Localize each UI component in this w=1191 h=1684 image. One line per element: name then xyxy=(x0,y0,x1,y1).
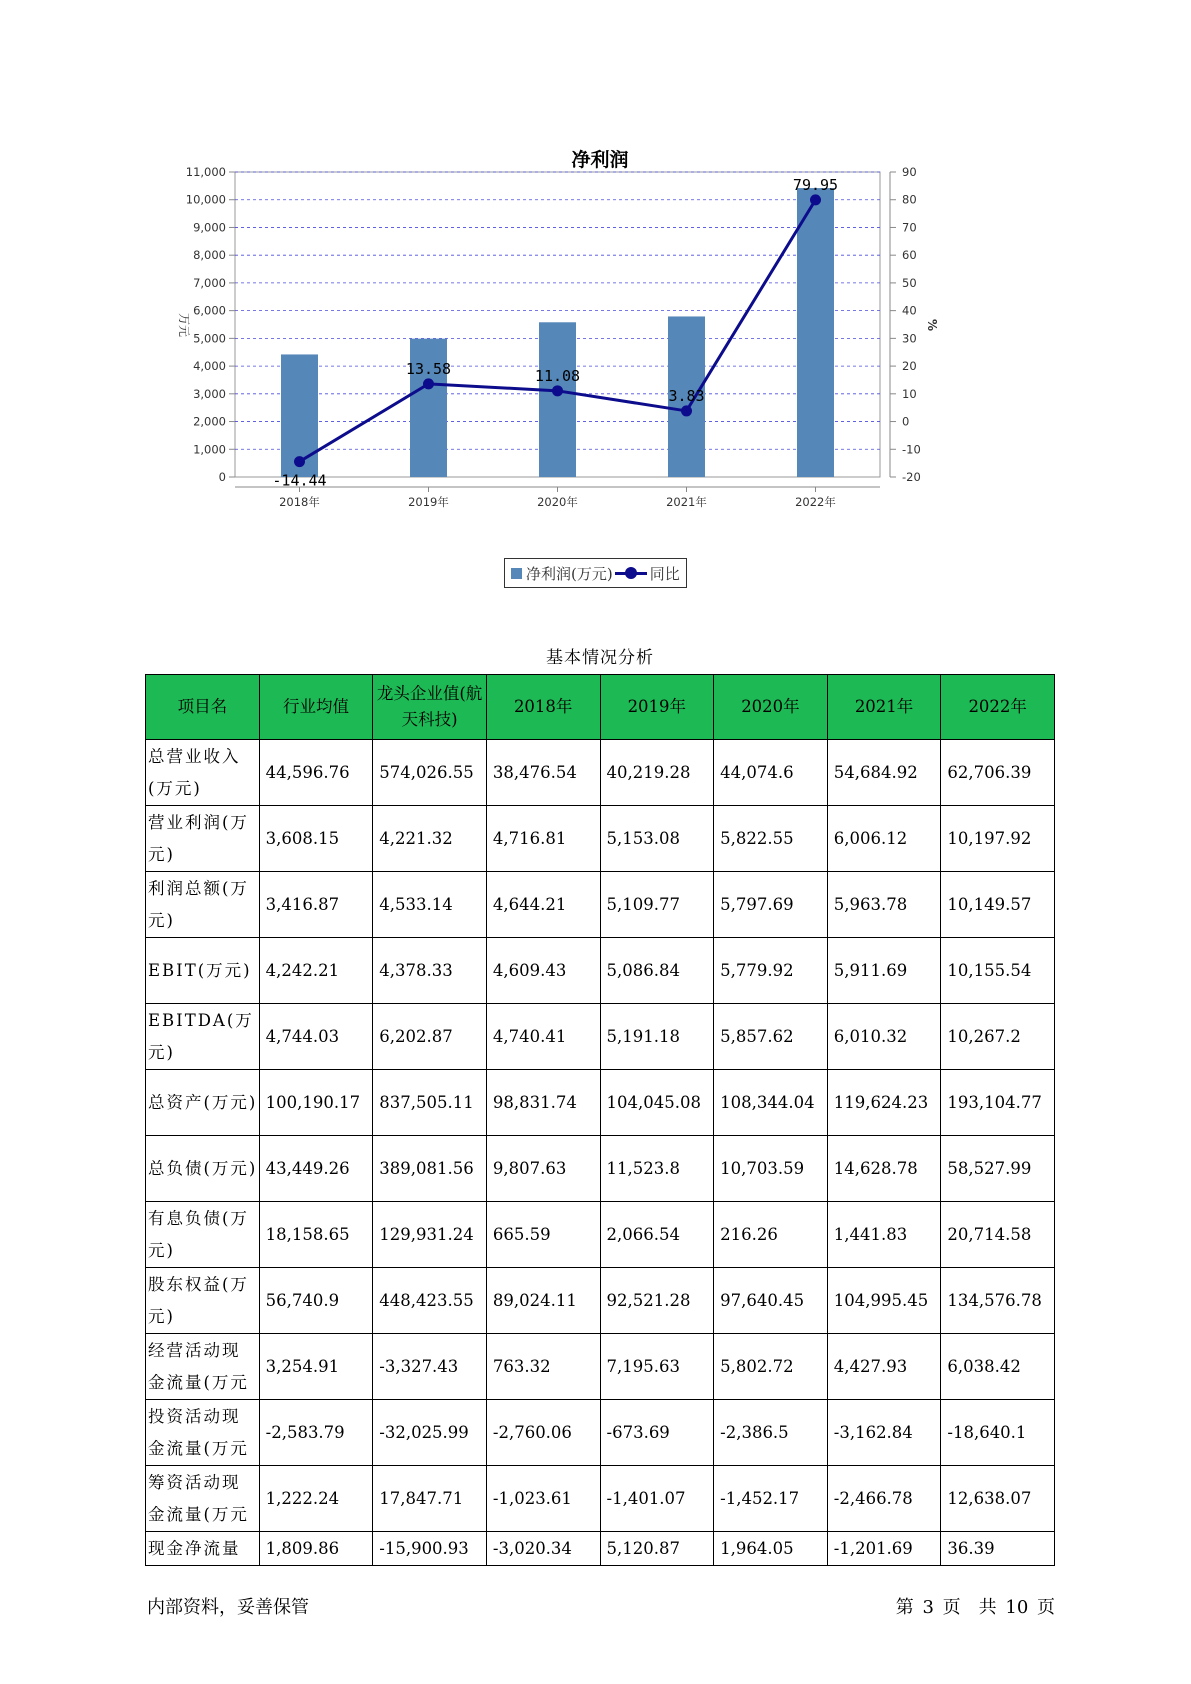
value-cell: 56,740.9 xyxy=(259,1268,373,1334)
y-axis-label: 万元 xyxy=(177,312,191,338)
y2-tick-label: -10 xyxy=(902,442,921,457)
value-cell: 134,576.78 xyxy=(941,1268,1055,1334)
table-row xyxy=(146,1004,1055,1070)
table-row xyxy=(146,1400,1055,1466)
value-cell: 665.59 xyxy=(486,1202,600,1268)
value-cell: 4,378.33 xyxy=(373,938,487,1004)
basic-analysis-table xyxy=(145,674,1055,1566)
value-cell: 4,716.81 xyxy=(486,806,600,872)
y-tick-label: 4,000 xyxy=(193,359,226,374)
table-header-row xyxy=(146,675,1055,740)
value-cell: 5,086.84 xyxy=(600,938,714,1004)
data-label: 79.95 xyxy=(792,175,839,194)
yoy-point xyxy=(681,405,692,416)
value-cell: -2,583.79 xyxy=(259,1400,373,1466)
y-tick-label: 6,000 xyxy=(193,303,226,318)
value-cell: 18,158.65 xyxy=(259,1202,373,1268)
value-cell: -1,452.17 xyxy=(714,1466,828,1532)
row-name-cell: 现金净流量 xyxy=(146,1532,260,1566)
legend-line-swatch xyxy=(615,566,647,580)
value-cell: 14,628.78 xyxy=(827,1136,941,1202)
value-cell: 3,254.91 xyxy=(259,1334,373,1400)
row-name-cell: EBIT(万元) xyxy=(146,938,260,1004)
value-cell: 36.39 xyxy=(941,1532,1055,1566)
value-cell: 10,149.57 xyxy=(941,872,1055,938)
value-cell: 100,190.17 xyxy=(259,1070,373,1136)
table-row xyxy=(146,740,1055,806)
yoy-point xyxy=(423,378,434,389)
y-tick-label: 8,000 xyxy=(193,248,226,263)
table-header-cell: 2020年 xyxy=(714,675,828,740)
legend-line-label: 同比 xyxy=(649,564,680,583)
value-cell: -15,900.93 xyxy=(373,1532,487,1566)
value-cell: 11,523.8 xyxy=(600,1136,714,1202)
row-name-cell: 总营业收入(万元) xyxy=(146,740,260,806)
y-tick-label: 11,000 xyxy=(185,165,226,179)
y2-axis-label: % xyxy=(925,318,939,332)
value-cell: 129,931.24 xyxy=(373,1202,487,1268)
value-cell: 5,191.18 xyxy=(600,1004,714,1070)
value-cell: 10,703.59 xyxy=(714,1136,828,1202)
value-cell: 3,608.15 xyxy=(259,806,373,872)
value-cell: 4,221.32 xyxy=(373,806,487,872)
value-cell: 3,416.87 xyxy=(259,872,373,938)
y-tick-label: 3,000 xyxy=(193,386,226,401)
value-cell: 193,104.77 xyxy=(941,1070,1055,1136)
value-cell: 1,809.86 xyxy=(259,1532,373,1566)
x-tick-label: 2019年 xyxy=(408,495,449,509)
chart-canvas xyxy=(170,135,1030,595)
row-name-cell: EBITDA(万元) xyxy=(146,1004,260,1070)
table-header-cell: 行业均值 xyxy=(259,675,373,740)
row-name-cell: 股东权益(万元) xyxy=(146,1268,260,1334)
value-cell: -3,020.34 xyxy=(486,1532,600,1566)
y-tick-label: 0 xyxy=(218,470,226,484)
value-cell: 104,045.08 xyxy=(600,1070,714,1136)
value-cell: 5,797.69 xyxy=(714,872,828,938)
value-cell: 837,505.11 xyxy=(373,1070,487,1136)
table-header-cell: 龙头企业值(航天科技) xyxy=(373,675,487,740)
value-cell: 43,449.26 xyxy=(259,1136,373,1202)
value-cell: 6,038.42 xyxy=(941,1334,1055,1400)
value-cell: 108,344.04 xyxy=(714,1070,828,1136)
y2-tick-label: 10 xyxy=(902,386,917,401)
row-name-cell: 营业利润(万元) xyxy=(146,806,260,872)
value-cell: 574,026.55 xyxy=(373,740,487,806)
table-header-cell: 2021年 xyxy=(827,675,941,740)
data-label: -14.44 xyxy=(272,471,327,490)
y2-tick-label: 20 xyxy=(902,359,917,374)
table-row xyxy=(146,1202,1055,1268)
table-row xyxy=(146,872,1055,938)
yoy-point xyxy=(810,194,821,205)
bar xyxy=(539,322,576,477)
table-row xyxy=(146,1136,1055,1202)
row-name-cell: 利润总额(万元) xyxy=(146,872,260,938)
value-cell: 5,109.77 xyxy=(600,872,714,938)
value-cell: 20,714.58 xyxy=(941,1202,1055,1268)
value-cell: -3,162.84 xyxy=(827,1400,941,1466)
value-cell: 216.26 xyxy=(714,1202,828,1268)
value-cell: 2,066.54 xyxy=(600,1202,714,1268)
value-cell: 62,706.39 xyxy=(941,740,1055,806)
y2-tick-label: 60 xyxy=(902,248,917,263)
value-cell: 448,423.55 xyxy=(373,1268,487,1334)
value-cell: 54,684.92 xyxy=(827,740,941,806)
row-name-cell: 筹资活动现金流量(万元 xyxy=(146,1466,260,1532)
value-cell: 4,644.21 xyxy=(486,872,600,938)
value-cell: 389,081.56 xyxy=(373,1136,487,1202)
value-cell: 58,527.99 xyxy=(941,1136,1055,1202)
value-cell: 5,779.92 xyxy=(714,938,828,1004)
value-cell: -1,401.07 xyxy=(600,1466,714,1532)
row-name-cell: 总资产(万元) xyxy=(146,1070,260,1136)
value-cell: 763.32 xyxy=(486,1334,600,1400)
y-tick-label: 9,000 xyxy=(193,220,226,235)
table-row xyxy=(146,1268,1055,1334)
value-cell: 6,202.87 xyxy=(373,1004,487,1070)
value-cell: 1,441.83 xyxy=(827,1202,941,1268)
y2-tick-label: 70 xyxy=(902,220,917,235)
value-cell: 38,476.54 xyxy=(486,740,600,806)
value-cell: 4,533.14 xyxy=(373,872,487,938)
footer-page-number: 第 3 页 共 10 页 xyxy=(895,1597,1055,1618)
x-tick-label: 2021年 xyxy=(666,495,707,509)
y2-tick-label: 40 xyxy=(902,303,917,318)
value-cell: 9,807.63 xyxy=(486,1136,600,1202)
footer-confidential: 内部资料，妥善保管 xyxy=(147,1597,309,1618)
row-name-cell: 经营活动现金流量(万元 xyxy=(146,1334,260,1400)
value-cell: -1,201.69 xyxy=(827,1532,941,1566)
value-cell: -2,760.06 xyxy=(486,1400,600,1466)
value-cell: 5,120.87 xyxy=(600,1532,714,1566)
value-cell: 44,074.6 xyxy=(714,740,828,806)
value-cell: 98,831.74 xyxy=(486,1070,600,1136)
row-name-cell: 总负债(万元) xyxy=(146,1136,260,1202)
y2-tick-label: 0 xyxy=(902,414,910,429)
value-cell: 4,744.03 xyxy=(259,1004,373,1070)
table-row xyxy=(146,806,1055,872)
value-cell: 6,010.32 xyxy=(827,1004,941,1070)
value-cell: 6,006.12 xyxy=(827,806,941,872)
table-row xyxy=(146,938,1055,1004)
value-cell: 10,267.2 xyxy=(941,1004,1055,1070)
y-tick-label: 7,000 xyxy=(193,275,226,290)
y2-tick-label: 90 xyxy=(902,165,917,179)
table-row xyxy=(146,1532,1055,1566)
table-header-cell: 2019年 xyxy=(600,675,714,740)
y2-tick-label: 80 xyxy=(902,192,917,207)
value-cell: -2,386.5 xyxy=(714,1400,828,1466)
data-label: 11.08 xyxy=(534,366,581,385)
value-cell: -1,023.61 xyxy=(486,1466,600,1532)
value-cell: -673.69 xyxy=(600,1400,714,1466)
value-cell: -2,466.78 xyxy=(827,1466,941,1532)
value-cell: -18,640.1 xyxy=(941,1400,1055,1466)
yoy-point xyxy=(552,385,563,396)
value-cell: 40,219.28 xyxy=(600,740,714,806)
table-header-cell: 项目名 xyxy=(146,675,260,740)
chart-title: 净利润 xyxy=(571,149,629,171)
value-cell: 5,963.78 xyxy=(827,872,941,938)
value-cell: 5,802.72 xyxy=(714,1334,828,1400)
table-caption: 基本情况分析 xyxy=(546,648,654,668)
value-cell: 1,222.24 xyxy=(259,1466,373,1532)
y2-tick-label: 50 xyxy=(902,275,917,290)
yoy-point xyxy=(294,456,305,467)
value-cell: 5,153.08 xyxy=(600,806,714,872)
x-tick-label: 2022年 xyxy=(795,495,836,509)
value-cell: 97,640.45 xyxy=(714,1268,828,1334)
x-tick-label: 2018年 xyxy=(279,495,320,509)
value-cell: 4,740.41 xyxy=(486,1004,600,1070)
value-cell: 5,857.62 xyxy=(714,1004,828,1070)
value-cell: 89,024.11 xyxy=(486,1268,600,1334)
value-cell: 119,624.23 xyxy=(827,1070,941,1136)
bar xyxy=(797,188,834,477)
value-cell: 10,197.92 xyxy=(941,806,1055,872)
chart-legend xyxy=(504,558,687,588)
y-tick-label: 10,000 xyxy=(185,192,226,207)
table-row xyxy=(146,1070,1055,1136)
legend-bar-label: 净利润(万元) xyxy=(526,564,613,583)
value-cell: 12,638.07 xyxy=(941,1466,1055,1532)
y-tick-label: 2,000 xyxy=(193,414,226,429)
value-cell: -32,025.99 xyxy=(373,1400,487,1466)
x-tick-label: 2020年 xyxy=(537,495,578,509)
value-cell: 44,596.76 xyxy=(259,740,373,806)
value-cell: -3,327.43 xyxy=(373,1334,487,1400)
y2-tick-label: -20 xyxy=(902,470,921,484)
y-tick-label: 1,000 xyxy=(193,442,226,457)
value-cell: 4,427.93 xyxy=(827,1334,941,1400)
row-name-cell: 投资活动现金流量(万元 xyxy=(146,1400,260,1466)
legend-bar-swatch xyxy=(511,568,522,579)
row-name-cell: 有息负债(万元) xyxy=(146,1202,260,1268)
table-row xyxy=(146,1334,1055,1400)
value-cell: 10,155.54 xyxy=(941,938,1055,1004)
table-header-cell: 2018年 xyxy=(486,675,600,740)
value-cell: 5,911.69 xyxy=(827,938,941,1004)
value-cell: 4,242.21 xyxy=(259,938,373,1004)
value-cell: 7,195.63 xyxy=(600,1334,714,1400)
table-header-cell: 2022年 xyxy=(941,675,1055,740)
y-tick-label: 5,000 xyxy=(193,331,226,346)
value-cell: 5,822.55 xyxy=(714,806,828,872)
table-row xyxy=(146,1466,1055,1532)
value-cell: 1,964.05 xyxy=(714,1532,828,1566)
value-cell: 92,521.28 xyxy=(600,1268,714,1334)
net-profit-chart xyxy=(170,135,1030,595)
y2-tick-label: 30 xyxy=(902,331,917,346)
value-cell: 4,609.43 xyxy=(486,938,600,1004)
value-cell: 104,995.45 xyxy=(827,1268,941,1334)
value-cell: 17,847.71 xyxy=(373,1466,487,1532)
data-label: 13.58 xyxy=(405,359,452,378)
data-label: 3.83 xyxy=(668,386,705,405)
